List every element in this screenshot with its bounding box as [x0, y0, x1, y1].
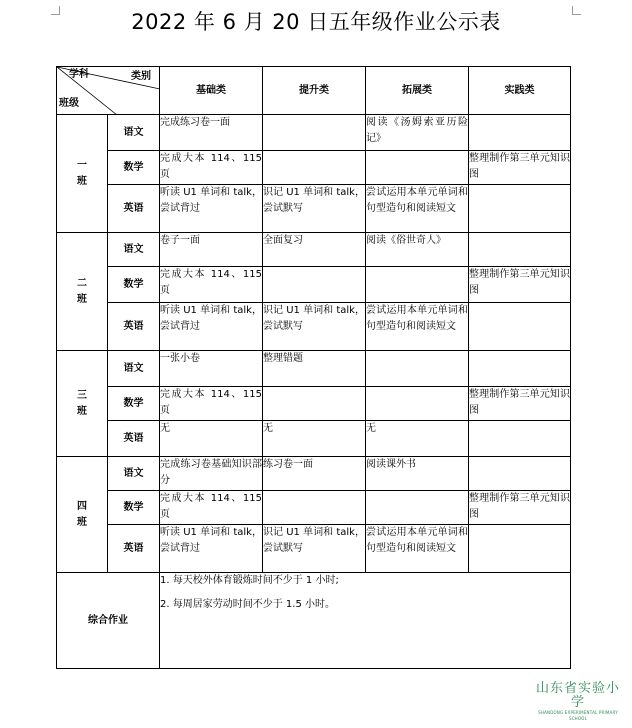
header-row — [57, 67, 571, 115]
class-3-row-2 — [57, 387, 571, 421]
homework-cell-advanced: 无 — [263, 421, 366, 457]
homework-cell-extended — [366, 151, 469, 185]
homework-cell-basic: 听读 U1 单词和 talk，尝试背过 — [160, 525, 263, 573]
homework-cell-practice: 整理制作第三单元知识图 — [469, 151, 571, 185]
class-4-row-3 — [57, 525, 571, 573]
homework-cell-practice — [469, 233, 571, 267]
class-3-row-1 — [57, 351, 571, 387]
homework-cell-extended: 尝试运用本单元单词和句型造句和阅读短文 — [366, 525, 469, 573]
class-1-row-1 — [57, 115, 571, 151]
homework-cell-extended: 无 — [366, 421, 469, 457]
homework-cell-practice — [469, 525, 571, 573]
homework-cell-advanced: 全面复习 — [263, 233, 366, 267]
homework-cell-extended: 阅读《俗世奇人》 — [366, 233, 469, 267]
homework-cell-advanced: 识记 U1 单词和 talk，尝试默写 — [263, 185, 366, 233]
homework-cell-extended — [366, 351, 469, 387]
homework-cell-advanced — [263, 387, 366, 421]
summary-item: 2. 每周居家劳动时间不少于 1.5 小时。 — [160, 599, 335, 610]
class-4-row-2 — [57, 491, 571, 525]
homework-cell-extended — [366, 491, 469, 525]
homework-cell-advanced: 识记 U1 单词和 talk，尝试默写 — [263, 303, 366, 351]
corner-category-label: 类别 — [131, 71, 151, 82]
homework-cell-practice — [469, 115, 571, 151]
summary-row — [57, 573, 571, 669]
homework-cell-advanced: 识记 U1 单词和 talk，尝试默写 — [263, 525, 366, 573]
subject-cell: 数学 — [108, 491, 160, 525]
homework-cell-advanced — [263, 491, 366, 525]
subject-cell: 英语 — [108, 185, 160, 233]
homework-cell-basic: 听读 U1 单词和 talk，尝试背过 — [160, 303, 263, 351]
column-header-advanced: 提升类 — [263, 67, 366, 115]
class-name: 一 班 — [77, 159, 87, 187]
homework-cell-extended: 阅读课外书 — [366, 457, 469, 491]
subject-cell: 语文 — [108, 233, 160, 267]
subject-cell: 英语 — [108, 525, 160, 573]
homework-cell-advanced — [263, 267, 366, 303]
homework-cell-extended — [366, 387, 469, 421]
homework-cell-extended — [366, 267, 469, 303]
summary-label: 综合作业 — [57, 573, 160, 669]
homework-cell-advanced — [263, 151, 366, 185]
homework-cell-practice — [469, 351, 571, 387]
class-3-row-3 — [57, 421, 571, 457]
subject-cell: 数学 — [108, 267, 160, 303]
school-logo — [530, 682, 626, 722]
homework-cell-basic: 完成大本 114、115 页 — [160, 491, 263, 525]
subject-cell: 语文 — [108, 115, 160, 151]
class-2-row-1 — [57, 233, 571, 267]
class-name: 三 班 — [77, 389, 87, 417]
homework-cell-advanced: 练习卷一面 — [263, 457, 366, 491]
homework-cell-practice: 整理制作第三单元知识图 — [469, 267, 571, 303]
homework-cell-basic: 卷子一面 — [160, 233, 263, 267]
class-name-cell — [57, 233, 108, 351]
column-header-basic: 基础类 — [160, 67, 263, 115]
class-1-row-3 — [57, 185, 571, 233]
subject-cell: 数学 — [108, 151, 160, 185]
subject-cell: 语文 — [108, 351, 160, 387]
homework-cell-basic: 完成大本 114、115 页 — [160, 151, 263, 185]
school-logo-subtitle: SHANDONG EXPERIMENTAL PRIMARY SCHOOL — [538, 710, 618, 721]
summary-item: 1. 每天校外体育锻炼时间不少于 1 小时; — [160, 575, 339, 586]
homework-cell-basic: 完成练习卷基础知识部分 — [160, 457, 263, 491]
homework-cell-advanced — [263, 115, 366, 151]
corner-subject-label: 学科 — [69, 69, 89, 80]
class-name: 四 班 — [77, 500, 87, 528]
subject-cell: 英语 — [108, 303, 160, 351]
homework-cell-practice: 整理制作第三单元知识图 — [469, 491, 571, 525]
summary-content — [160, 573, 571, 669]
class-name-cell — [57, 115, 108, 233]
homework-cell-practice — [469, 303, 571, 351]
school-logo-name: 山东省实验小学 — [535, 681, 620, 710]
homework-cell-basic: 无 — [160, 421, 263, 457]
homework-cell-basic: 完成大本 114、115 页 — [160, 387, 263, 421]
corner-class-label: 班级 — [59, 98, 79, 109]
homework-cell-extended: 尝试运用本单元单词和句型造句和阅读短文 — [366, 185, 469, 233]
subject-cell: 数学 — [108, 387, 160, 421]
homework-cell-basic: 完成大本 114、115 页 — [160, 267, 263, 303]
page-title: 2022 年 6 月 20 日五年级作业公示表 — [131, 10, 501, 34]
homework-cell-practice — [469, 185, 571, 233]
subject-cell: 英语 — [108, 421, 160, 457]
class-name-cell — [57, 457, 108, 573]
class-2-row-3 — [57, 303, 571, 351]
homework-cell-practice: 整理制作第三单元知识图 — [469, 387, 571, 421]
homework-cell-practice — [469, 457, 571, 491]
class-name: 二 班 — [77, 277, 87, 305]
homework-cell-basic: 一张小卷 — [160, 351, 263, 387]
column-header-extended: 拓展类 — [366, 67, 469, 115]
column-header-practice: 实践类 — [469, 67, 571, 115]
class-name-cell — [57, 351, 108, 457]
homework-cell-advanced: 整理错题 — [263, 351, 366, 387]
subject-cell: 语文 — [108, 457, 160, 491]
homework-cell-extended: 尝试运用本单元单词和句型造句和阅读短文 — [366, 303, 469, 351]
homework-cell-basic: 完成练习卷一面 — [160, 115, 263, 151]
homework-cell-extended: 阅读《汤姆索亚历险记》 — [366, 115, 469, 151]
homework-table — [56, 66, 571, 669]
homework-cell-basic: 听读 U1 单词和 talk，尝试背过 — [160, 185, 263, 233]
class-4-row-1 — [57, 457, 571, 491]
class-1-row-2 — [57, 151, 571, 185]
corner-header-cell — [57, 67, 160, 115]
homework-cell-practice — [469, 421, 571, 457]
class-2-row-2 — [57, 267, 571, 303]
